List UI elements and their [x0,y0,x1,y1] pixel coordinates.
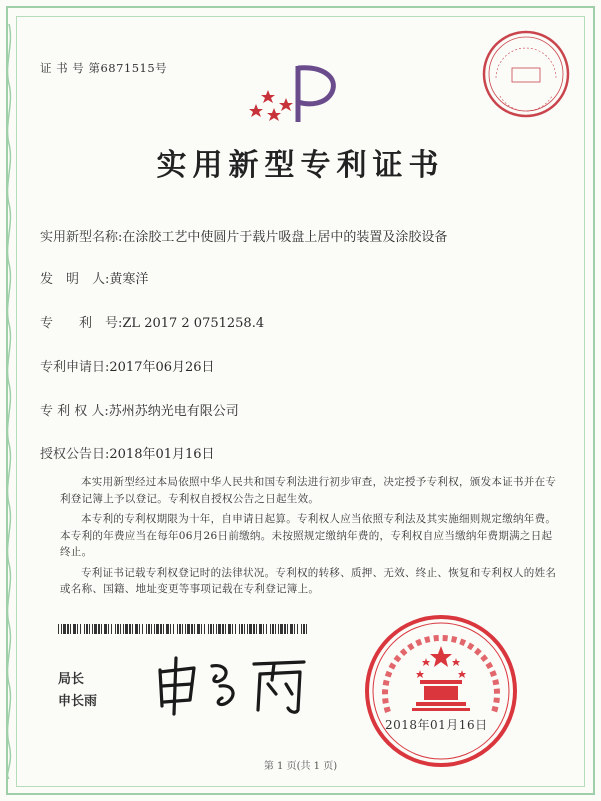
announcement-date-row [40,443,215,462]
barcode-icon [58,624,308,634]
filing-date-label: 专利申请日: [40,360,110,375]
director-name: 申长雨 [58,694,98,709]
patent-number-label: 专 利 号: [40,316,123,331]
certificate-number: 证 书 号 第6871515号 [40,61,168,75]
patent-number-row [40,312,264,331]
decorative-vine-icon [2,24,16,779]
patentee-label: 专 利 权 人: [40,404,109,419]
filing-date-row [40,356,215,375]
announcement-date-label: 授权公告日: [40,447,110,462]
patent-number-value: ZL 2017 2 0751258.4 [122,316,265,331]
patentee-row [40,400,239,419]
announcement-date-value: 2018年01月16日 [109,447,215,462]
utility-model-name-value: 在涂胶工艺中使圆片于载片吸盘上居中的装置及涂胶设备 [122,230,448,245]
filing-date-value: 2017年06月26日 [109,360,215,375]
body-paragraph-1: 本实用新型经过本局依照中华人民共和国专利法进行初步审查，决定授予专利权，颁发本证书并在专利登记簿上予以登记。专利权自授权公告之日起生效。 [60,476,557,505]
inventor-row [40,268,148,287]
inventor-value: 黄寒洋 [109,272,149,287]
certificate-body [60,474,562,602]
utility-model-name-label: 实用新型名称: [40,230,123,245]
page-title: 实用新型专利证书 [156,148,445,183]
tax-stamp-icon [480,28,572,120]
utility-model-name-row [40,226,447,245]
official-seal-icon [362,612,520,770]
director-signature [150,650,320,720]
patent-office-logo-icon [246,60,346,126]
inventor-label: 发 明 人: [40,272,110,287]
body-paragraph-3: 专利证书记载专利权登记时的法律状况。专利权的转移、质押、无效、终止、恢复和专利权人的姓名或名称、国籍、地址变更等事项记载在专利登记簿上。 [60,566,557,595]
director-title: 局长 [58,672,85,687]
page-number: 第 1 页(共 1 页) [263,761,338,772]
patentee-value: 苏州苏纳光电有限公司 [108,404,239,419]
body-paragraph-2: 本专利的专利权期限为十年，自申请日起算。专利权人应当依照专利法及其实施细则规定缴纳年费。本专利的年费应当在每年06月26日前缴纳。未按照规定缴纳年费的，专利权自应当缴纳年费期满之日起终止。 [60,513,557,558]
seal-date: 2018年01月16日 [385,718,488,732]
